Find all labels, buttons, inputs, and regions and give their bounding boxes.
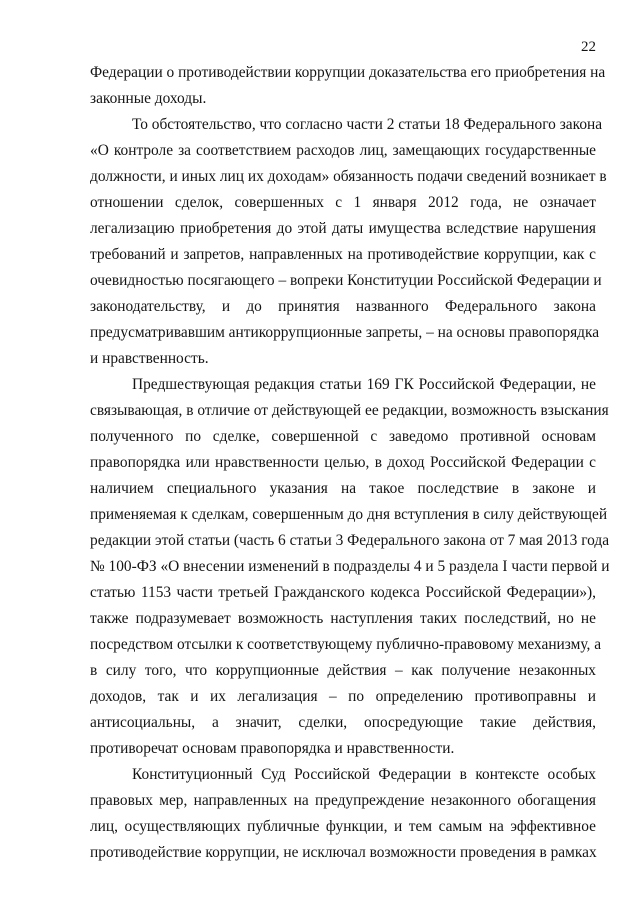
paragraph [90, 112, 607, 372]
text-line: легализацию приобретения до этой даты имущества вследствие нарушения [90, 220, 596, 237]
text-line: доходов, так и их легализация – по определению противоправны и [90, 688, 596, 705]
text-line: «О контроле за соответствием расходов лиц, замещающих государственные [90, 142, 596, 159]
text-line: очевидностью посягающего – вопреки Конституции Российской Федерации и [90, 272, 602, 289]
text-line: связывающая, в отличие от действующей ее редакции, возможность взыскания [90, 402, 609, 419]
text-line: законные доходы. [90, 90, 207, 107]
text-line: То обстоятельство, что согласно части 2 статьи 18 Федерального закона [132, 116, 603, 133]
text-line: правопорядка или нравственности целью, в доход Российской Федерации с [90, 454, 596, 471]
text-line: наличием специального указания на такое последствие в законе и [90, 480, 596, 497]
text-line: антисоциальны, а значит, сделки, опосредующие такие действия, [90, 714, 596, 731]
text-line: Федерации о противодействии коррупции доказательства его приобретения на [90, 64, 606, 81]
text-line: в силу того, что коррупционные действия – как получение незаконных [90, 662, 596, 679]
document-body [90, 60, 610, 866]
text-line: Конституционный Суд Российской Федерации в контексте особых [132, 766, 596, 783]
text-line: противодействие коррупции, не исключал возможности проведения в рамках [90, 844, 597, 861]
text-line: должности, и иных лиц их доходам» обязанность подачи сведений возникает в [90, 168, 607, 185]
paragraph [90, 372, 610, 762]
page-number: 22 [581, 39, 596, 55]
paragraph [90, 762, 596, 866]
text-line: также подразумевает возможность наступления таких последствий, но не [90, 610, 596, 627]
text-line: редакции этой статьи (часть 6 статьи 3 Федерального закона от 7 мая 2013 года [90, 532, 610, 549]
text-line: и нравственность. [90, 350, 209, 367]
text-line: статью 1153 части третьей Гражданского кодекса Российской Федерации»), [90, 584, 596, 601]
text-line: посредством отсылки к соответствующему публично-правовому механизму, а [90, 636, 602, 653]
text-line: требований и запретов, направленных на противодействие коррупции, как с [90, 246, 596, 263]
text-line: отношении сделок, совершенных с 1 января 2012 года, не означает [90, 194, 596, 211]
text-line: Предшествующая редакция статьи 169 ГК Российской Федерации, не [132, 376, 596, 393]
text-line: лиц, осуществляющих публичные функции, и тем самым на эффективное [90, 818, 596, 835]
text-line: законодательству, и до принятия названного Федерального закона [90, 298, 596, 315]
text-line: полученного по сделке, совершенной с заведомо противной основам [90, 428, 596, 445]
text-line: № 100-ФЗ «О внесении изменений в подразделы 4 и 5 раздела I части первой и [90, 558, 610, 575]
paragraph [90, 60, 606, 112]
text-line: предусматривавшим антикоррупционные запреты, – на основы правопорядка [90, 324, 600, 341]
text-line: применяемая к сделкам, совершенным до дня вступления в силу действующей [90, 506, 608, 523]
text-line: правовых мер, направленных на предупреждение незаконного обогащения [90, 792, 596, 809]
text-line: противоречат основам правопорядка и нравственности. [90, 740, 455, 757]
